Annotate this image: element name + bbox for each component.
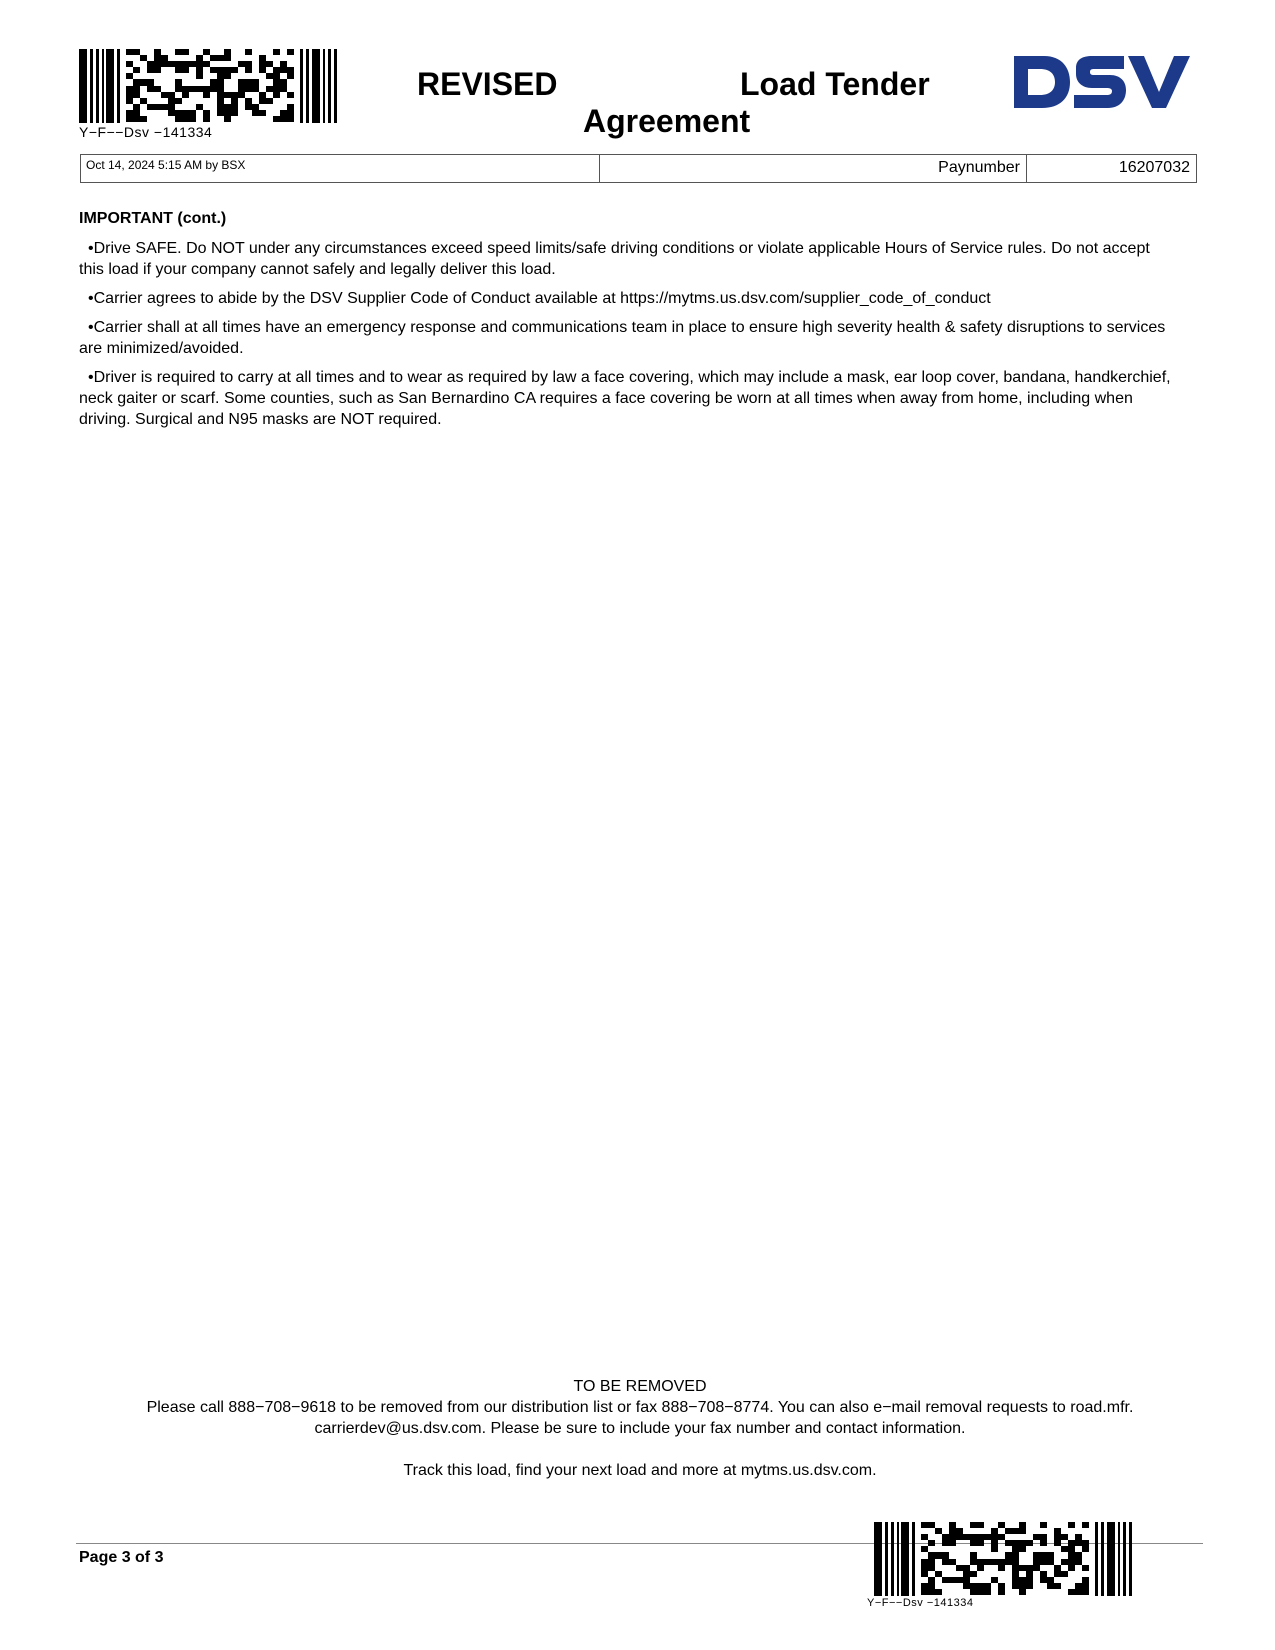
timestamp: Oct 14, 2024 5:15 AM by BSX bbox=[81, 155, 600, 182]
important-heading: IMPORTANT (cont.) bbox=[79, 210, 227, 227]
dsv-logo bbox=[1012, 54, 1190, 110]
bullet-icon: • bbox=[88, 240, 94, 257]
title-agreement: Agreement bbox=[583, 103, 751, 139]
paynumber-label: Paynumber bbox=[600, 155, 1027, 182]
list-item: •Carrier agrees to abide by the DSV Supplier Code of Conduct available at https://mytms.us.dsv.com/supplier_code_of_conduct bbox=[88, 290, 991, 307]
removal-text: Please call 888−708−9618 to be removed from our distribution list or fax 888−708−8774. You can also e−mail removal requests to road.mfr. carrierdev@us.dsv.com. Please be sure to include your fax number and contact information. bbox=[146, 1399, 1134, 1437]
track-text: Track this load, find your next load and more at mytms.us.dsv.com. bbox=[403, 1462, 877, 1479]
title-revised: REVISED bbox=[417, 66, 558, 102]
title-load-tender: Load Tender bbox=[740, 66, 930, 102]
list-item: •Carrier shall at all times have an emergency response and communications team in place to ensure high severity health & safety disruptions to services are minimized/avoided. bbox=[79, 319, 1166, 357]
barcode-label: Y−F−−Dsv −141334 bbox=[79, 124, 213, 140]
barcode bbox=[79, 49, 337, 123]
barcode-label: Y−F−−Dsv −141334 bbox=[867, 1597, 974, 1609]
important-list bbox=[79, 238, 1179, 438]
barcode bbox=[874, 1522, 1132, 1596]
info-row bbox=[80, 154, 1197, 183]
list-item: •Driver is required to carry at all times and to wear as required by law a face covering, which may include a mask, ear loop cover, bandana, handkerchief, neck gaiter or scarf. Some counties, such as San Bernardino CA requires a face covering be worn at all times when away from home, including when driving. Surgical and N95 masks are NOT required. bbox=[79, 369, 1171, 428]
list-item: •Drive SAFE. Do NOT under any circumstances exceed speed limits/safe driving conditions or violate applicable Hours of Service rules. Do not accept this load if your company cannot safely and legally deliver this load. bbox=[79, 240, 1150, 278]
removal-notice bbox=[110, 1376, 1170, 1481]
removal-heading: TO BE REMOVED bbox=[573, 1378, 707, 1395]
page-number: Page 3 of 3 bbox=[79, 1549, 164, 1566]
bullet-icon: • bbox=[88, 319, 94, 336]
bullet-icon: • bbox=[88, 369, 94, 386]
paynumber-value: 16207032 bbox=[1118, 159, 1190, 176]
bullet-icon: • bbox=[88, 290, 94, 307]
